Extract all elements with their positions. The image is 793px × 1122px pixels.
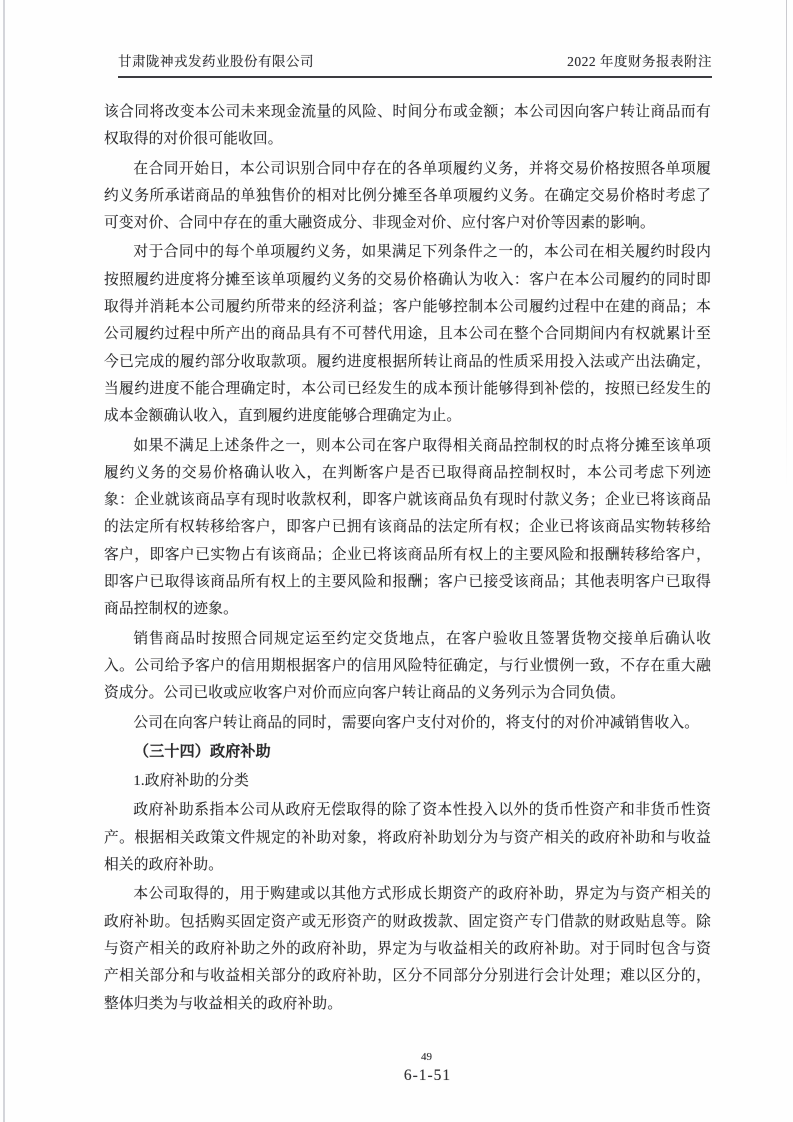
subsection-heading-grant-classification: 1.政府补助的分类: [133, 773, 250, 790]
document-body: [104, 99, 711, 1020]
page-header: [118, 50, 712, 78]
company-name: 甘肃陇神戎发药业股份有限公司: [118, 54, 314, 69]
scan-edge-right: [786, 0, 787, 490]
paragraph-consideration-offset: 公司在向客户转让商品的同时，需要向客户支付对价的，将支付的对价冲减销售收入。: [133, 714, 700, 731]
paragraph-goods-delivery-revenue: 销售商品时按照合同规定运至约定交货地点，在客户验收且签署货物交接单后确认收入。公司给予客户的信用期根据客户的信用风险特征确定，与行业惯例一致，不存在重大融资成分。公司已收或应收客户对价而应向客户转让商品的义务列示为合同负债。: [104, 630, 711, 702]
paragraph-control-transfer-indicators: 如果不满足上述条件之一，则本公司在客户取得相关商品控制权的时点将分摊至该单项履约义务的交易价格确认收入，在判断客户是否已取得商品控制权时，本公司考虑下列迹象：企业就该商品享有现时收款权利，即客户就该商品负有现时付款义务；企业已将该商品的法定所有权转移给客户，即客户已拥有该商品的法定所有权；企业已将该商品实物转移给客户，即客户已实物占有该商品；企业已将该商品所有权上的主要风险和报酬转移给客户，即客户已取得该商品所有权上的主要风险和报酬；客户已接受该商品；其他表明客户已取得商品控制权的迹象。: [104, 437, 711, 618]
report-title: 2022 年度财务报表附注: [567, 54, 712, 69]
paragraph-performance-obligation-conditions: 对于合同中的每个单项履约义务，如果满足下列条件之一的，本公司在相关履约时段内按照履约进度将分摊至该单项履约义务的交易价格确认为收入：客户在本公司履约的同时即取得并消耗本公司履约所带来的经济利益；客户能够控制本公司履约过程中在建的商品；本公司履约过程中所产出的商品具有不可替代用途，且本公司在整个合同期间内有权就累计至今已完成的履约部分收取款项。履约进度根据所转让商品的性质采用投入法或产出法确定，当履约进度不能合理确定时，本公司已经发生的成本预计能够得到补偿的，按照已经发生的成本金额确认收入，直到履约进度能够合理确定为止。: [104, 244, 711, 425]
paragraph-contract-start-date: 在合同开始日，本公司识别合同中存在的各单项履约义务，并将交易价格按照各单项履约义务所承诺商品的单独售价的相对比例分摊至各单项履约义务。在确定交易价格时考虑了可变对价、合同中存在的重大融资成分、非现金对价、应付客户对价等因素的影响。: [104, 160, 711, 232]
paragraph-contract-continuation: 该合同将改变本公司未来现金流量的风险、时间分布或金额；本公司因向客户转让商品而有权取得的对价很可能收回。: [104, 104, 711, 148]
section-heading-government-grants: （三十四）政府补助: [134, 743, 271, 760]
page-footer: [0, 1050, 793, 1086]
page-code: 6-1-51: [403, 1067, 452, 1084]
scan-edge-left: [3, 0, 5, 1122]
paragraph-grant-definition: 政府补助系指本公司从政府无偿取得的除了资本性投入以外的货币性资产和非货币性资产。根据相关政策文件规定的补助对象，将政府补助划分为与资产相关的政府补助和与收益相关的政府补助。: [104, 802, 711, 874]
paragraph-grant-asset-income-distinction: 本公司取得的，用于购建或以其他方式形成长期资产的政府补助，界定为与资产相关的政府补助。包括购买固定资产或无形资产的财政拨款、固定资产专门借款的财政贴息等。除与资产相关的政府补助之外的政府补助，界定为与收益相关的政府补助。对于同时包含与资产相关部分和与收益相关部分的政府补助，区分不同部分分别进行会计处理；难以区分的，整体归类为与收益相关的政府补助。: [104, 886, 711, 1012]
page-number: 49: [421, 1051, 432, 1063]
